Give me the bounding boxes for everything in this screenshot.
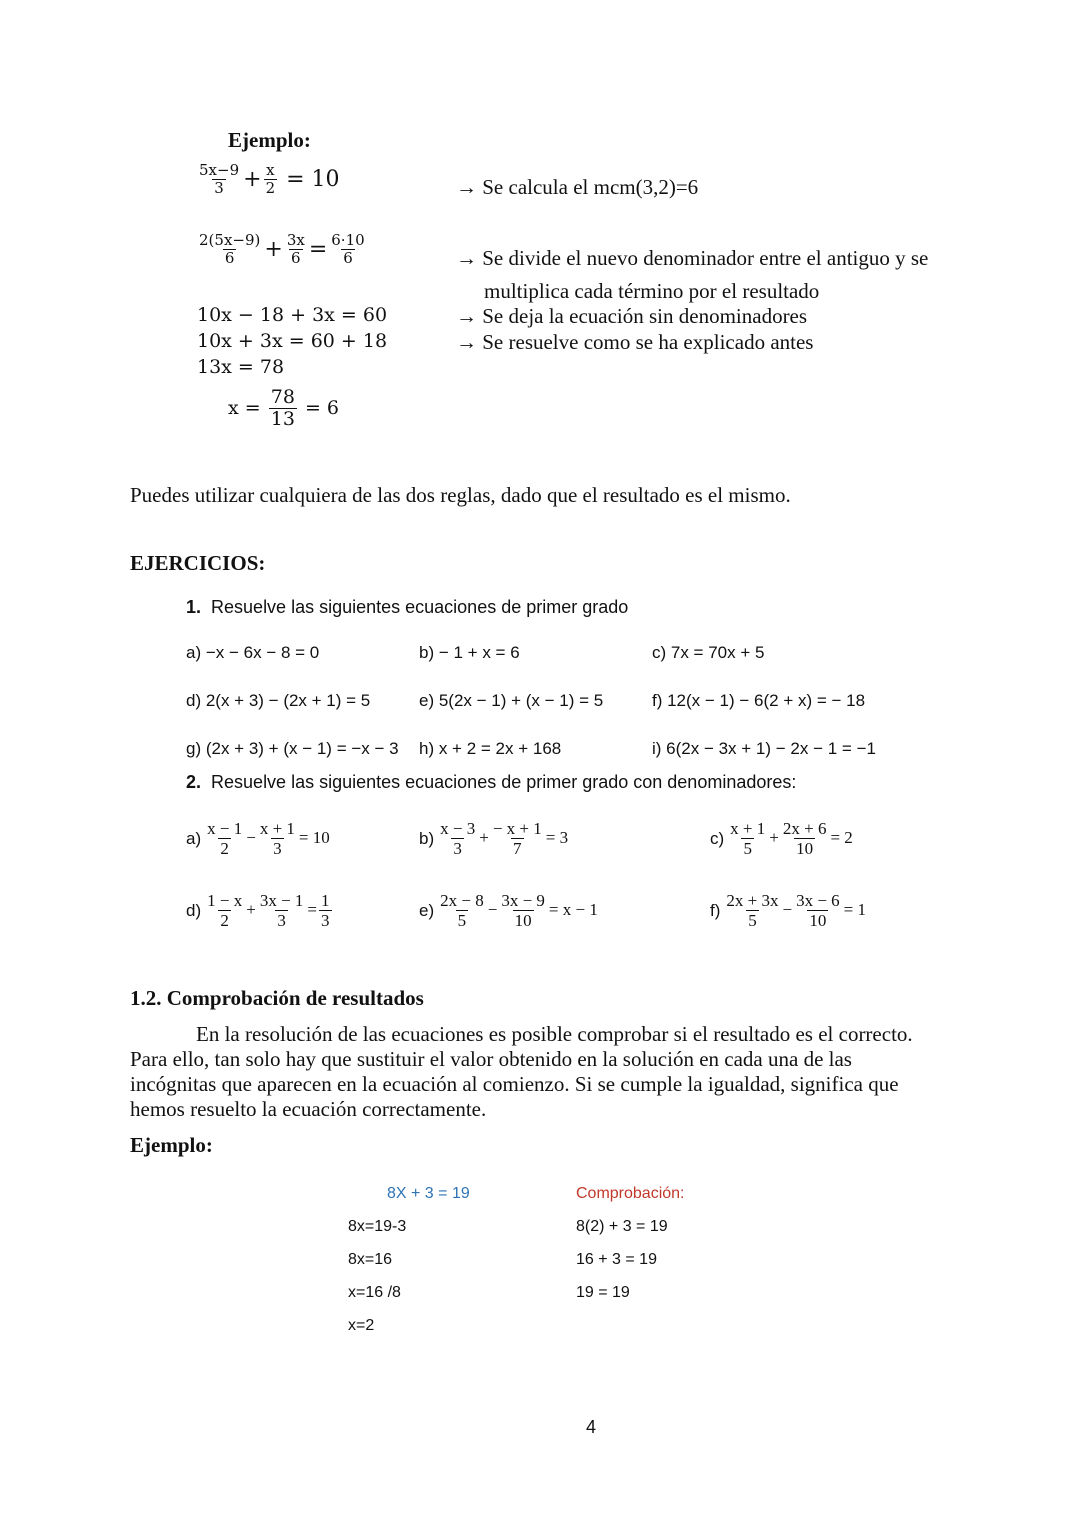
exercise-1b: b) − 1 + x = 6 xyxy=(419,643,520,662)
section-paragraph-line-4: hemos resuelto la ecuación correctamente. xyxy=(130,1097,487,1121)
note-4: → Se deja la ecuación sin denominadores xyxy=(456,304,808,328)
section-paragraph-line-1: En la resolución de las ecuaciones es posible comprobar si el resultado es el correcto. xyxy=(196,1022,913,1046)
exercise-1a: a) −x − 6x − 8 = 0 xyxy=(186,643,320,662)
check-step-1: 8(2) + 3 = 19 xyxy=(576,1218,668,1235)
exercise-2b: b) $\frac{x - 3}{3}$ + $\frac{- x + 1}{7}$ = 3 xyxy=(419,819,569,858)
exercise-2c: c) $\frac{x + 1}{5}$ + $\frac{2x + 6}{10}$ = 2 xyxy=(710,819,853,858)
example-line-6: x = $\frac{78}{13}$ = 6 xyxy=(228,386,340,430)
exercise-2a: a) $\frac{x - 1}{2}$ − $\frac{x + 1}{3}$ = 10 xyxy=(186,819,330,858)
example-2-heading: Ejemplo: xyxy=(130,1133,213,1157)
solve-step-4: x=2 xyxy=(348,1317,375,1334)
example-equation-2: $\frac{2(5x-9)}{6}$ + $\frac{3x}{6}$ = $\frac{6\cdot 10}{6}$ xyxy=(199,231,365,267)
solve-equation: 8X + 3 = 19 xyxy=(387,1185,470,1202)
solve-step-1: 8x=19-3 xyxy=(348,1218,407,1235)
exercises-heading: EJERCICIOS: xyxy=(130,551,266,575)
exercise-2d: d) $\frac{1 - x}{2}$ + $\frac{3x - 1}{3}$ = $\frac{1}{3}$ xyxy=(186,891,330,930)
page-number: 4 xyxy=(586,1417,597,1437)
solve-step-2: 8x=16 xyxy=(348,1251,393,1268)
example-equation-1: $\frac{5x-9}{3}$ + $\frac{x}{2}$ = 10 xyxy=(199,161,340,197)
example-line-5: 13x = 78 xyxy=(197,356,285,378)
exercise-1h: h) x + 2 = 2x + 168 xyxy=(419,739,562,758)
exercise-1f: f) 12(x − 1) − 6(2 + x) = − 18 xyxy=(652,691,866,710)
exercise-1c: c) 7x = 70x + 5 xyxy=(652,643,765,662)
check-title: Comprobación: xyxy=(576,1185,685,1202)
exercise-1i: i) 6(2x − 3x + 1) − 2x − 1 = −1 xyxy=(652,739,876,758)
exercise-2f: f) $\frac{2x + 3x}{5}$ − $\frac{3x - 6}{10}$ = 1 xyxy=(710,891,867,930)
note-5: → Se resuelve como se ha explicado antes xyxy=(456,330,814,354)
section-paragraph-line-2: Para ello, tan solo hay que sustituir el valor obtenido en la solución en cada una de las xyxy=(130,1047,852,1071)
rule-note: Puedes utilizar cualquiera de las dos reglas, dado que el resultado es el mismo. xyxy=(130,483,791,507)
example-heading: Ejemplo: xyxy=(228,128,311,152)
exercise-1-title: 1. Resuelve las siguientes ecuaciones de primer grado xyxy=(186,597,629,617)
example-line-3: 10x − 18 + 3x = 60 xyxy=(197,304,388,326)
note-1: → Se calcula el mcm(3,2)=6 xyxy=(456,175,699,199)
note-2: → Se divide el nuevo denominador entre el antiguo y se xyxy=(456,246,929,270)
note-3: multiplica cada término por el resultado xyxy=(484,279,820,303)
exercise-1e: e) 5(2x − 1) + (x − 1) = 5 xyxy=(419,691,604,710)
solve-step-3: x=16 /8 xyxy=(348,1284,401,1301)
section-title: 1.2. Comprobación de resultados xyxy=(130,986,424,1010)
check-step-2: 16 + 3 = 19 xyxy=(576,1251,657,1268)
exercise-2e: e) $\frac{2x - 8}{5}$ − $\frac{3x - 9}{10}$ = x − 1 xyxy=(419,891,598,930)
exercise-2-title: 2. Resuelve las siguientes ecuaciones de primer grado con denominadores: xyxy=(186,772,797,792)
check-step-3: 19 = 19 xyxy=(576,1284,630,1301)
exercise-1d: d) 2(x + 3) − (2x + 1) = 5 xyxy=(186,691,371,710)
exercise-1g: g) (2x + 3) + (x − 1) = −x − 3 xyxy=(186,739,399,758)
section-paragraph-line-3: incógnitas que aparecen en la ecuación al comienzo. Si se cumple la igualdad, significa que xyxy=(130,1072,899,1096)
example-line-4: 10x + 3x = 60 + 18 xyxy=(197,330,388,352)
